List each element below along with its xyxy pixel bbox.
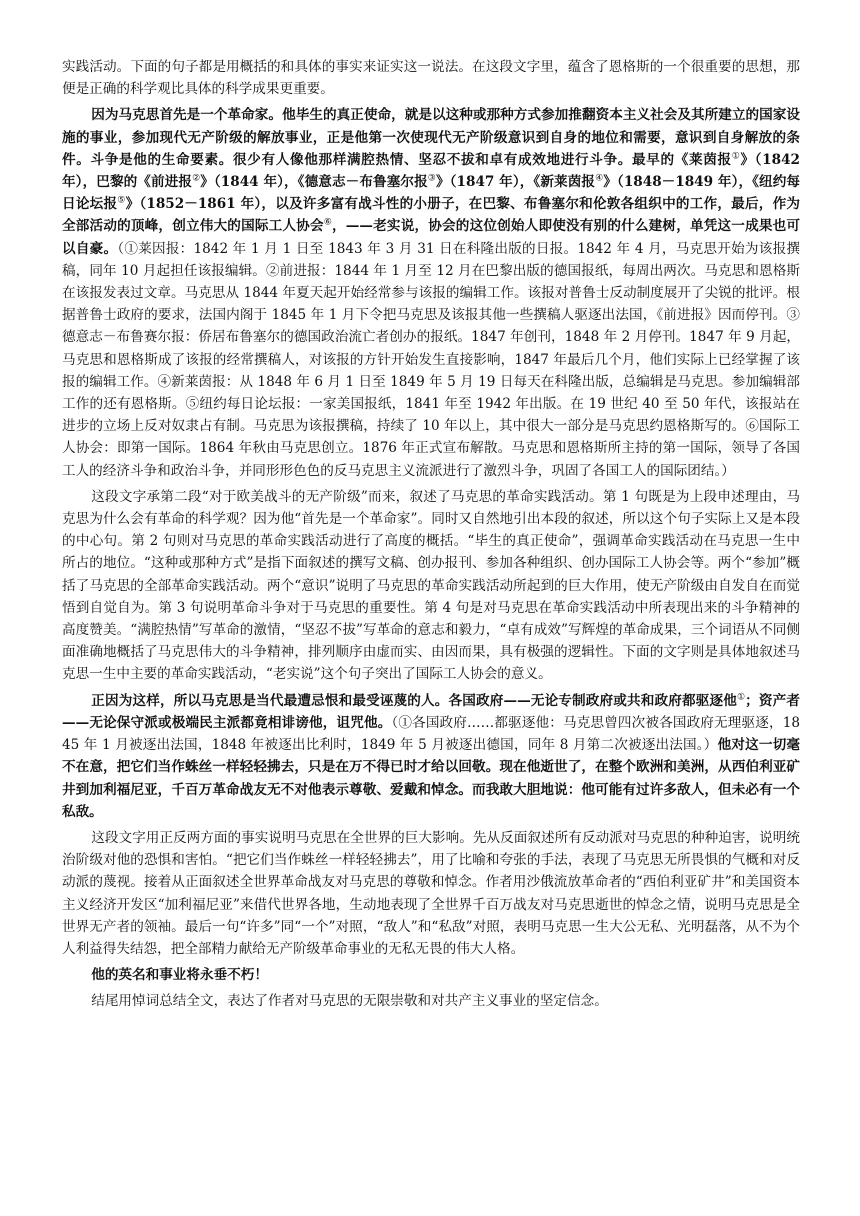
quote-text: 》（1847 年），《新莱茵报 [435,174,596,191]
quote-text: 》（1848－1849 年），《纽约每日论坛报 [62,174,801,213]
quote-text: 》（1842 年），巴黎的《前进报 [62,151,800,191]
footnote-marker: ⑤ [117,195,126,206]
quote-text: ；资产者——无论保守派或极端民主派都竟相诽谤他，诅咒他。 [62,692,800,731]
quote-text: 他对这一切毫不在意，把它们当作蛛丝一样轻轻拂去，只是在万不得已时才给以回敬。现在他逝世了，在整个欧洲和美洲，从西伯利亚矿井到加利福尼亚，千百万革命战友无不对他表示尊敬、爱戴和悼念。而我敢大胆地说：他可能有过许多敌人，但未必有一个私敌。 [62,737,801,820]
paragraph-quote-persecution [62,690,800,823]
quote-text: 正因为这样，所以马克思是当代最遭忌恨和最受诬蔑的人。各国政府——无论专制政府或共和政府都驱逐他 [91,692,737,709]
document-page [62,56,800,1017]
footnote-marker: ③ [427,173,436,184]
footnote-marker: ⑥ [323,217,332,228]
quote-text: 》（1844 年），《德意志－布鲁塞尔报 [200,174,428,191]
quote-text: 》（1852－1861 年），以及许多富有战斗性的小册子，在巴黎、布鲁塞尔和伦敦各组织中的工作，最后，作为全部活动的顶峰，创立伟大的国际工人协会 [62,196,800,235]
footnote-marker: ② [192,173,201,184]
footnote-text: （①莱因报：1842 年 1 月 1 日至 1843 年 3 月 31 日在科隆出版的日报。1842 年 4 月，马克思开始为该报撰稿，同年 10 月起担任该报编辑。②前进报：1844 年 1 月至 12 月在巴黎出版的德国报纸，每周出两次。马克思和恩格斯在该报发表过文章。马克思从 1844 年夏天起开始经常参与该报的编辑工作。该报对普鲁士反动制度展开了尖锐的批评。根据普鲁士政府的要求，法国内阁于 1845 年 1 月下令把马克思及该报其他一些撰稿人驱逐出法国，《前进报》因而停刊。③德意志－布鲁赛尔报：侨居布鲁塞尔的德国政治流亡者创办的报纸。1847 年创刊，1848 年 2 月停刊。1847 年 9 月起，马克思和恩格斯成了该报的经常撰稿人，对该报的方针开始发生直接影响，1847 年最后几个月，他们实际上已经掌握了该报的编辑工作。④新莱茵报：从 1848 年 6 月 1 日至 1849 年 5 月 19 日每天在科隆出版，总编辑是马克思。参加编辑部工作的还有恩格斯。⑤纽约每日论坛报：一家美国报纸，1841 年至 1942 年出版。在 19 世纪 40 至 50 年代，该报站在进步的立场上反对奴隶占有制。马克思为该报撰稿，持续了 10 年以上，其中很大一部分是马克思约恩格斯写的。⑥国际工人协会：即第一国际。1864 年秋由马克思创立。1876 年正式宣布解散。马克思和恩格斯所主持的第一国际，领导了各国工人的经济斗争和政治斗争，并同形形色色的反马克思主义流派进行了激烈斗争，巩固了各国工人的国际团结。） [62,240,801,479]
paragraph-analysis-1: 这段文字承第二段“对于欧美战斗的无产阶级”而来，叙述了马克思的革命实践活动。第 1 句既是为上段申述理由，马克思为什么会有革命的科学观？因为他“首先是一个革命家”。同时又自然地引出本段的叙述，所以这个句子实际上又是本段的中心句。第 2 句则对马克思的革命实践活动进行了高度的概括。“毕生的真正使命”，强调革命实践活动在马克思一生中所占的地位。“这种或那种方式”是指下面叙述的撰写文稿、创办报刊、参加各种组织、创办国际工人协会等。两个“参加”概括了马克思的全部革命实践活动。两个“意识”说明了马克思的革命实践活动所起到的巨大作用，使无产阶级由自发自在而觉悟到自觉自为。第 3 句说明革命斗争对于马克思的重要性。第 4 句是对马克思在革命实践活动中所表现出来的斗争精神的高度赞美。“满腔热情”写革命的激情，“坚忍不拔”写革命的意志和毅力，“卓有成效”写辉煌的革命成果，三个词语从不同侧面准确地概括了马克思伟大的斗争精神，排列顺序由虚而实、由因而果，具有极强的逻辑性。下面的文字则是具体地叙述马克思一生中主要的革命实践活动，“老实说”这个句子突出了国际工人协会的意义。 [62,488,800,683]
paragraph-intro: 实践活动。下面的句子都是用概括的和具体的事实来证实这一说法。在这段文字里，蕴含了恩格斯的一个很重要的思想，那便是正确的科学观比具体的科学成果更重要。 [62,59,800,98]
footnote-marker: ④ [595,173,604,184]
quote-text: 因为马克思首先是一个革命家。他毕生的真正使命，就是以这种或那种方式参加推翻资本主义社会及其所建立的国家设施的事业，参加现代无产阶级的解放事业，正是他第一次使现代无产阶级意识到自身的地位和需要，意识到自身解放的条件。斗争是他的生命要素。很少有人像他那样满腔热情、坚忍不拔和卓有成效地进行斗争。最早的《莱茵报 [62,107,800,168]
paragraph-quote-closing [62,964,800,986]
footnote-text: （①各国政府……都驱逐他：马克思曾四次被各国政府无理驱逐，1845 年 1 月被逐出法国，1848 年被逐出比利时，1849 年 5 月被逐出德国，同年 8 月第二次被逐出法国。） [62,714,800,754]
footnote-marker: ① [731,151,741,162]
footnote-marker: ① [736,692,746,703]
quote-text: ，——老实说，协会的这位创始人即使没有别的什么建树，单凭这一成果也可以自豪。 [62,218,801,257]
paragraph-quote-revolutionary [62,104,800,481]
paragraph-conclusion: 结尾用悼词总结全文，表达了作者对马克思的无限崇敬和对共产主义事业的坚定信念。 [91,993,608,1010]
paragraph-analysis-2: 这段文字用正反两方面的事实说明马克思在全世界的巨大影响。先从反面叙述所有反动派对马克思的种种迫害，说明统治阶级对他的恐惧和害怕。“把它们当作蛛丝一样轻轻拂去”，用了比喻和夸张的手法，表现了马克思无所畏惧的气概和对反动派的蔑视。接着从正面叙述全世界革命战友对马克思的尊敬和悼念。作者用沙俄流放革命者的“西伯利亚矿井”和美国资本主义经济开发区“加利福尼亚”来借代世界各地，生动地表现了全世界千百万战友对马克思逝世的悼念之情，说明马克思是全世界无产者的领袖。最后一句“许多”同“一个”对照，“敌人”和“私敌”对照，表明马克思一生大公无私、光明磊落，从不为个人利益得失结怨，把全部精力献给无产阶级革命事业的无私无畏的伟大人格。 [62,829,800,957]
quote-text: 他的英名和事业将永垂不朽！ [91,967,268,984]
